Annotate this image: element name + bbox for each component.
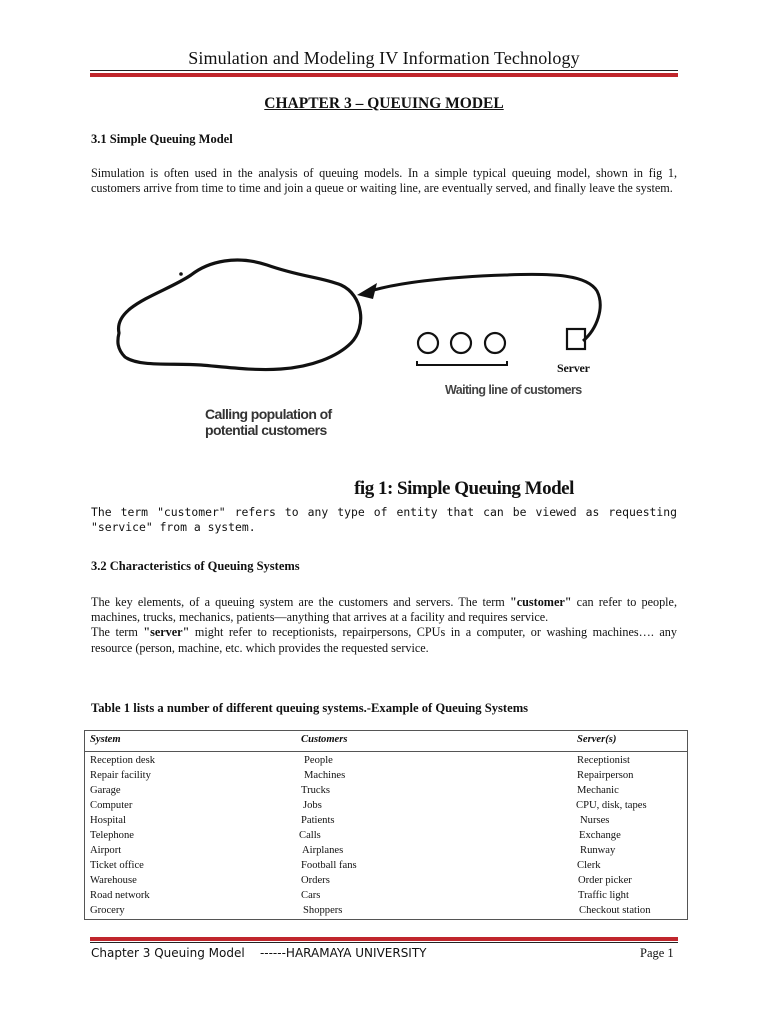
table-cell-system: Repair facility [90, 770, 151, 781]
waiting-customer-2 [451, 333, 471, 353]
queuing-systems-table [84, 730, 688, 920]
para2-text-a: The term [91, 625, 144, 640]
calling-population-cloud [118, 260, 361, 370]
table-cell-system: Ticket office [90, 860, 144, 871]
queuing-model-figure [105, 245, 675, 455]
table-header-row [85, 731, 687, 752]
table-row [85, 905, 687, 920]
footer-page-number: Page 1 [640, 946, 674, 960]
table-header-customers: Customers [301, 734, 348, 745]
table-cell-system: Computer [90, 800, 133, 811]
paragraph-intro: Simulation is often used in the analysis of queuing models. In a simple typical queuing model, shown in fig 1, customers arrive from time to time and join a queue or waiting line, are eventually served, and finally leave the system. [91, 166, 677, 196]
table-row [85, 785, 687, 800]
server-box [567, 329, 585, 349]
table-cell-system: Garage [90, 785, 121, 796]
chapter-title: CHAPTER 3 – QUEUING MODEL [264, 95, 504, 112]
table-cell-servers: Repairperson [577, 770, 634, 781]
table-cell-servers: Receptionist [577, 755, 630, 766]
table-row [85, 860, 687, 875]
page-header-title: Simulation and Modeling IV Information Technology [188, 48, 580, 68]
table-intro: Table 1 lists a number of different queuing systems.-Example of Queuing Systems [91, 701, 529, 715]
table-cell-servers: Order picker [578, 875, 632, 886]
table-cell-customers: Shoppers [303, 905, 343, 916]
arrow-head [357, 283, 377, 299]
table-body [85, 755, 687, 920]
table-cell-customers: Cars [301, 890, 321, 901]
return-arrow [367, 274, 600, 341]
waiting-customer-1 [418, 333, 438, 353]
table-row [85, 890, 687, 905]
section-3-2-body [91, 595, 677, 656]
footer-rule-thin [90, 942, 678, 943]
table-cell-system: Reception desk [90, 755, 156, 766]
table-cell-servers: CPU, disk, tapes [576, 800, 647, 811]
table-cell-customers: Orders [301, 875, 330, 886]
waiting-line-bracket [417, 361, 507, 365]
footer-rule-red [90, 937, 678, 941]
table-cell-customers: Machines [304, 770, 346, 781]
section-heading-3-2: 3.2 Characteristics of Queuing Systems [91, 559, 300, 573]
footer-chapter-university: Chapter 3 Queuing Model ------HARAMAYA UNIVERSITY [91, 946, 427, 960]
figure-caption: fig 1: Simple Queuing Model [354, 478, 574, 499]
table-cell-servers: Nurses [580, 815, 610, 826]
table-cell-system: Road network [90, 890, 150, 901]
paragraph-server-term [91, 625, 677, 655]
calling-population-label [205, 406, 405, 438]
table-row [85, 830, 687, 845]
table-cell-servers: Mechanic [577, 785, 619, 796]
table-cell-customers: Football fans [301, 860, 357, 871]
para1-text-a: The key elements, of a queuing system are the customers and servers. The term [91, 595, 510, 609]
table-cell-system: Hospital [90, 815, 126, 826]
table-cell-customers: People [304, 755, 333, 766]
table-row [85, 800, 687, 815]
paragraph-customer-term: The term "customer" refers to any type of entity that can be viewed as requesting "service" from a system. [91, 505, 677, 535]
table-cell-customers: Jobs [303, 800, 322, 811]
table-row [85, 770, 687, 785]
server-label: Server [557, 361, 590, 375]
table-cell-system: Warehouse [90, 875, 137, 886]
table-cell-servers: Traffic light [578, 890, 629, 901]
table-cell-customers: Calls [299, 830, 321, 841]
table-cell-customers: Trucks [301, 785, 331, 796]
table-cell-system: Telephone [90, 830, 134, 841]
table-cell-customers: Patients [301, 815, 335, 826]
header-rule-thin [90, 70, 678, 71]
waiting-line-label: Waiting line of customers [445, 383, 582, 397]
paragraph-key-elements [91, 595, 677, 625]
waiting-customer-3 [485, 333, 505, 353]
table-row [85, 845, 687, 860]
section-heading-3-1: 3.1 Simple Queuing Model [91, 132, 233, 146]
table-cell-servers: Exchange [579, 830, 621, 841]
para1-bold-customer: "customer" [509, 595, 572, 609]
table-cell-servers: Runway [580, 845, 616, 856]
table-cell-customers: Airplanes [302, 845, 344, 856]
header-rule-red [90, 73, 678, 77]
stray-dot [179, 272, 183, 276]
table-cell-system: Airport [90, 845, 122, 856]
calling-population-line2: potential customers [205, 422, 327, 438]
table-row [85, 755, 687, 770]
para2-text-b: might refer to receptionists, repairpersons, CPUs in a computer, or washing machines…. any resource (person, machine, etc. which provides the requested service. [91, 625, 677, 655]
table-cell-servers: Checkout station [579, 905, 651, 916]
table-header-system: System [90, 734, 121, 745]
table-cell-system: Grocery [90, 905, 125, 916]
table-row [85, 815, 687, 830]
table-cell-servers: Clerk [577, 860, 601, 871]
table-row [85, 875, 687, 890]
para1-text-b: can refer to people, machines, trucks, mechanics, patients—anything that arrives at a facility and requires service. [91, 595, 678, 625]
table-header-servers: Server(s) [577, 734, 617, 745]
calling-population-line1: Calling population of [205, 406, 332, 422]
para2-bold-server: "server" [143, 625, 190, 640]
